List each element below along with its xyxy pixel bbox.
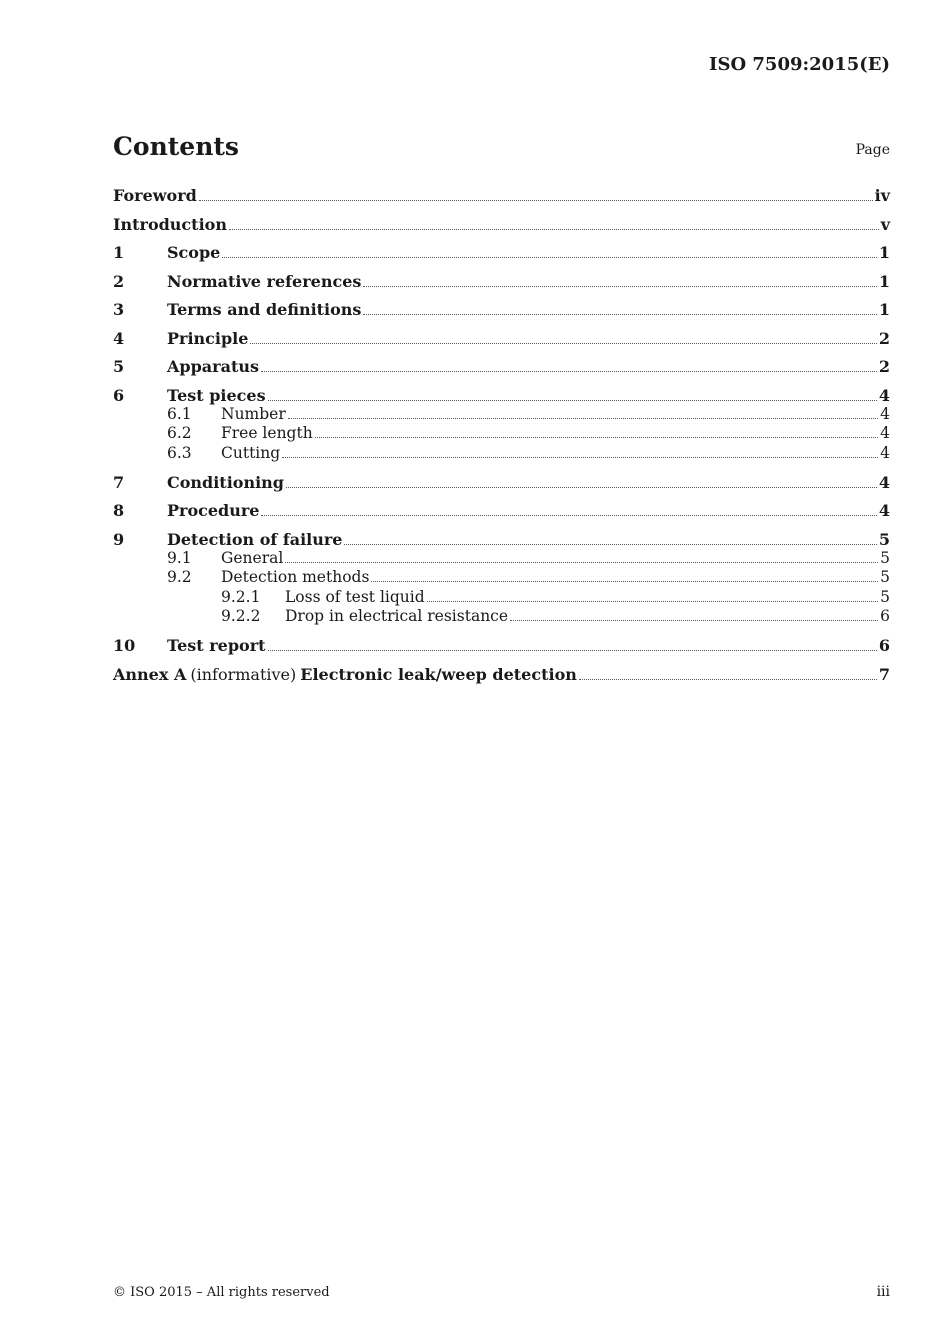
toc-entry-title: Detection methods <box>221 568 370 586</box>
toc-page-number: 1 <box>878 300 890 319</box>
toc-entry-terms-and-definitions[interactable] <box>113 300 890 319</box>
toc-entry-title: Conditioning <box>167 472 284 492</box>
contents-title: Contents <box>113 132 240 161</box>
toc-section-number: 10 <box>113 636 136 655</box>
toc-entry-test-report[interactable] <box>113 636 890 655</box>
toc-section-number: 6.2 <box>167 424 192 442</box>
toc-entry-foreword[interactable] <box>113 186 890 205</box>
toc-section-number: 9.2 <box>167 568 192 586</box>
toc-page-number: 4 <box>878 501 890 520</box>
toc-section-number: 6.1 <box>167 404 192 423</box>
toc-entry-conditioning[interactable] <box>113 473 890 492</box>
dot-leader <box>261 515 876 516</box>
dot-leader <box>344 544 876 545</box>
toc-entry-title: Free length <box>221 424 313 442</box>
toc-entry-scope[interactable] <box>113 243 890 262</box>
toc-entry-title: Scope <box>167 243 221 262</box>
toc-page-number: 4 <box>878 385 890 405</box>
dot-leader <box>371 581 878 582</box>
toc-page-number: 6 <box>878 636 890 655</box>
toc-entry-title: Number <box>221 404 286 423</box>
toc-subentry-free-length[interactable] <box>113 424 890 444</box>
toc-subentry-loss-of-test-liquid[interactable] <box>113 588 890 608</box>
dot-leader <box>282 457 878 458</box>
toc-entry-principle[interactable] <box>113 329 890 348</box>
toc-entry-title: Normative references <box>167 271 362 291</box>
toc-page-number: 7 <box>878 664 890 684</box>
toc-entry-title: Drop in electrical resistance <box>285 607 509 625</box>
toc-entry-title: Procedure <box>167 501 260 520</box>
toc-entry-title: Introduction <box>113 214 227 234</box>
toc-section-number: 4 <box>113 328 125 348</box>
toc-page-number: 2 <box>878 357 890 376</box>
toc-entry-title: Foreword <box>113 186 197 205</box>
dot-leader <box>286 487 877 488</box>
toc-entry-detection-of-failure[interactable] <box>113 530 890 549</box>
toc-section-number: 8 <box>113 501 125 520</box>
toc-entry-title: Apparatus <box>167 357 259 376</box>
dot-leader <box>363 286 876 287</box>
dot-leader <box>510 620 878 621</box>
toc-entry-title: Electronic leak/weep detection <box>300 664 577 684</box>
dot-leader <box>199 200 873 201</box>
toc-section-number: 7 <box>113 472 125 492</box>
dot-leader <box>268 650 877 651</box>
toc-entry-introduction[interactable] <box>113 215 890 234</box>
toc-section-number: 9.2.2 <box>221 607 261 625</box>
toc-section-number: 9 <box>113 529 125 549</box>
toc-page-number: 6 <box>880 607 890 625</box>
dot-leader <box>363 314 876 315</box>
toc-page-number: 4 <box>880 443 890 462</box>
toc-subentry-general[interactable] <box>113 549 890 569</box>
toc-page-number: v <box>880 214 890 234</box>
toc-page-number: 5 <box>880 587 890 606</box>
toc-section-number: 6 <box>113 385 125 405</box>
page-column-label: Page <box>855 142 890 158</box>
dot-leader <box>285 562 878 563</box>
toc-section-number: 2 <box>113 271 125 291</box>
toc-section-number: 9.1 <box>167 548 192 567</box>
dot-leader <box>288 418 878 419</box>
toc-section-number: 5 <box>113 357 125 376</box>
toc-page-number: 2 <box>878 328 890 348</box>
copyright-notice: © ISO 2015 – All rights reserved <box>113 1285 330 1300</box>
toc-page-number: 1 <box>878 271 890 291</box>
dot-leader <box>579 679 877 680</box>
annex-label: Annex A <box>113 664 187 684</box>
dot-leader <box>268 400 877 401</box>
dot-leader <box>250 343 876 344</box>
toc-entry-title: Detection of failure <box>167 529 343 549</box>
toc-page-number: 1 <box>878 243 890 262</box>
dot-leader <box>261 371 877 372</box>
dot-leader <box>427 601 878 602</box>
toc-entry-title: General <box>221 548 284 567</box>
annex-qualifier: (informative) <box>190 664 297 684</box>
toc-entry-apparatus[interactable] <box>113 357 890 376</box>
toc-entry-title: Terms and definitions <box>167 300 362 319</box>
dot-leader <box>222 257 877 258</box>
toc-subentry-cutting[interactable] <box>113 444 890 464</box>
toc-entry-procedure[interactable] <box>113 501 890 520</box>
toc-entry-annex-a[interactable] <box>113 665 890 684</box>
toc-entry-title: Cutting <box>221 443 281 462</box>
toc-subentry-number[interactable] <box>113 405 890 425</box>
toc-section-number: 9.2.1 <box>221 587 261 606</box>
toc-page-number: iv <box>874 186 890 205</box>
toc-subentry-detection-methods[interactable] <box>113 568 890 588</box>
toc-page-number: 5 <box>880 568 890 586</box>
toc-page-number: 4 <box>880 424 890 442</box>
toc-entry-title: Test report <box>167 636 266 655</box>
document-id: ISO 7509:2015(E) <box>709 54 890 75</box>
toc-section-number: 6.3 <box>167 443 192 462</box>
toc-entry-normative-references[interactable] <box>113 272 890 291</box>
toc-section-number: 3 <box>113 300 125 319</box>
toc-entry-title: Principle <box>167 328 249 348</box>
toc-entry-title: Test pieces <box>167 385 266 405</box>
toc-page-number: 5 <box>880 548 890 567</box>
toc-page-number: 5 <box>878 529 890 549</box>
toc-entry-title: Loss of test liquid <box>285 587 425 606</box>
dot-leader <box>229 229 879 230</box>
table-of-contents <box>113 186 890 684</box>
toc-entry-test-pieces[interactable] <box>113 386 890 405</box>
toc-section-number: 1 <box>113 243 125 262</box>
toc-page-number: 4 <box>878 472 890 492</box>
toc-page-number: 4 <box>880 404 890 423</box>
toc-subentry-drop-in-electrical-resistance[interactable] <box>113 607 890 627</box>
dot-leader <box>315 437 878 438</box>
page-number: iii <box>876 1284 890 1300</box>
